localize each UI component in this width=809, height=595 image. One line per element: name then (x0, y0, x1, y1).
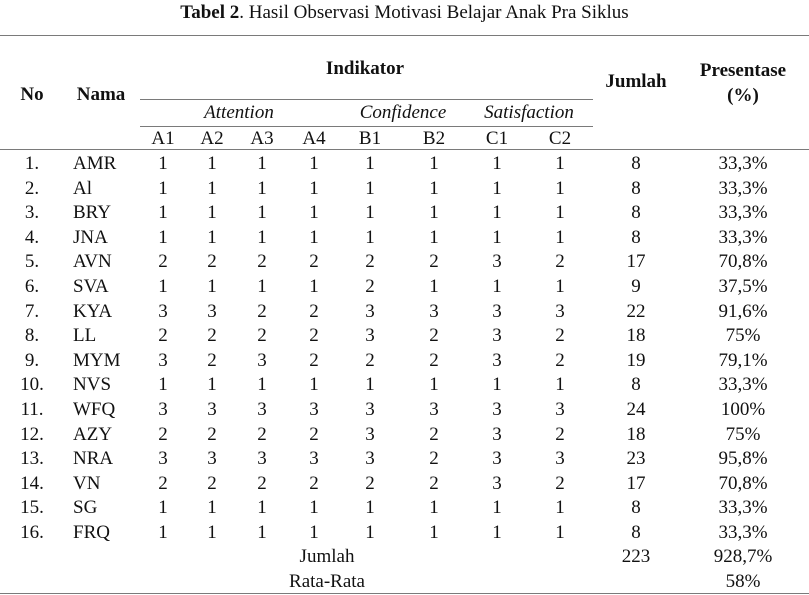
row-presentase: 33,3% (718, 177, 768, 199)
row-score-a1: 1 (158, 374, 168, 396)
header-nama: Nama (76, 84, 126, 105)
table-caption (0, 2, 809, 24)
header-indikator: Indikator (325, 58, 405, 79)
row-score-c2: 2 (555, 325, 565, 347)
row-score-b1: 2 (365, 276, 375, 297)
row-score-a4: 1 (309, 374, 319, 396)
row-score-a1: 1 (158, 497, 168, 519)
row-presentase: 33,3% (718, 153, 768, 174)
row-nama: MYM (73, 349, 121, 371)
row-score-a1: 1 (158, 276, 168, 297)
row-jumlah: 19 (626, 349, 646, 371)
row-score-a1: 1 (158, 202, 168, 224)
row-jumlah: 8 (631, 522, 641, 543)
row-score-b2: 1 (429, 276, 439, 297)
row-score-b2: 1 (429, 202, 439, 224)
row-jumlah: 8 (631, 202, 641, 224)
row-score-c2: 1 (555, 177, 565, 199)
row-score-c1: 1 (492, 374, 502, 396)
row-score-a4: 1 (309, 276, 319, 297)
row-score-a4: 3 (309, 399, 319, 420)
row-presentase: 95,8% (718, 448, 768, 470)
row-score-a3: 1 (257, 177, 267, 199)
row-score-c2: 1 (555, 226, 565, 248)
row-score-a2: 1 (207, 497, 217, 519)
row-score-a3: 2 (257, 300, 267, 322)
row-score-a1: 2 (158, 251, 168, 273)
row-no: 16. (20, 522, 44, 543)
row-score-c2: 3 (555, 448, 565, 470)
subheader-c2: C2 (548, 128, 572, 149)
row-score-b2: 2 (429, 325, 439, 347)
row-score-b1: 1 (365, 522, 375, 543)
row-score-a4: 1 (309, 202, 319, 224)
row-presentase: 70,8% (718, 472, 768, 494)
row-nama: AMR (73, 153, 117, 174)
row-score-b1: 3 (365, 423, 375, 445)
row-presentase: 75% (725, 423, 761, 445)
row-score-b2: 1 (429, 177, 439, 199)
row-score-a3: 2 (257, 423, 267, 445)
row-score-a1: 1 (158, 153, 168, 174)
row-score-a3: 1 (257, 522, 267, 543)
row-no: 8. (24, 325, 40, 347)
row-score-b1: 1 (365, 374, 375, 396)
footer-jumlah-total: 223 (621, 546, 651, 567)
row-score-b2: 2 (429, 472, 439, 494)
row-nama: NVS (73, 374, 112, 396)
row-score-b2: 3 (429, 399, 439, 420)
row-nama: NRA (73, 448, 114, 470)
row-score-c2: 2 (555, 349, 565, 371)
header-presentase: Presentase (699, 60, 787, 81)
row-presentase: 33,3% (718, 497, 768, 519)
row-score-a2: 3 (207, 448, 217, 470)
row-score-c2: 1 (555, 522, 565, 543)
row-score-c2: 1 (555, 497, 565, 519)
row-no: 5. (24, 251, 40, 273)
row-nama: WFQ (73, 399, 116, 420)
row-score-a2: 3 (207, 399, 217, 420)
row-score-c1: 3 (492, 325, 502, 347)
row-score-a4: 1 (309, 497, 319, 519)
table-top-rule (0, 35, 809, 36)
row-score-a1: 2 (158, 472, 168, 494)
row-presentase: 100% (720, 399, 766, 420)
header-jumlah: Jumlah (605, 71, 667, 92)
row-jumlah: 8 (631, 177, 641, 199)
row-score-b1: 3 (365, 300, 375, 322)
row-score-b1: 2 (365, 472, 375, 494)
row-nama: AZY (73, 423, 113, 445)
row-nama: VN (73, 472, 101, 494)
row-score-a1: 2 (158, 423, 168, 445)
row-score-a3: 3 (257, 448, 267, 470)
subheader-a1: A1 (151, 128, 175, 149)
subheader-b1: B1 (358, 128, 382, 149)
row-score-a2: 1 (207, 226, 217, 248)
row-score-a1: 1 (158, 522, 168, 543)
row-jumlah: 18 (626, 423, 646, 445)
row-no: 13. (20, 448, 44, 470)
row-no: 7. (24, 300, 40, 322)
row-score-a4: 1 (309, 522, 319, 543)
row-score-b2: 2 (429, 251, 439, 273)
row-score-a4: 2 (309, 325, 319, 347)
row-score-a3: 2 (257, 472, 267, 494)
row-score-c1: 1 (492, 226, 502, 248)
row-score-a4: 1 (309, 153, 319, 174)
row-score-b2: 1 (429, 226, 439, 248)
row-score-a4: 2 (309, 423, 319, 445)
row-presentase: 70,8% (718, 251, 768, 273)
row-score-a2: 2 (207, 251, 217, 273)
row-score-c1: 3 (492, 251, 502, 273)
row-score-c1: 1 (492, 497, 502, 519)
row-score-b2: 1 (429, 522, 439, 543)
row-nama: AVN (73, 251, 112, 273)
header-group-attention: Attention (204, 102, 274, 123)
row-presentase: 79,1% (718, 349, 768, 371)
row-jumlah: 22 (626, 300, 646, 322)
row-jumlah: 9 (631, 276, 641, 297)
row-score-a3: 1 (257, 276, 267, 297)
row-jumlah: 8 (631, 374, 641, 396)
row-score-a1: 3 (158, 399, 168, 420)
row-nama: JNA (73, 226, 108, 248)
table-caption-text: . Hasil Observasi Motivasi Belajar Anak Pra Siklus (239, 2, 629, 23)
row-score-a3: 1 (257, 226, 267, 248)
row-jumlah: 17 (626, 251, 646, 273)
row-jumlah: 18 (626, 325, 646, 347)
row-no: 1. (24, 153, 40, 174)
row-presentase: 75% (725, 325, 761, 347)
row-jumlah: 23 (626, 448, 646, 470)
header-presentase-unit: (%) (727, 85, 759, 106)
row-score-c2: 2 (555, 251, 565, 273)
row-no: 6. (24, 276, 40, 297)
row-score-a2: 1 (207, 177, 217, 199)
row-score-a3: 1 (257, 153, 267, 174)
footer-rata-label: Rata-Rata (289, 571, 365, 592)
row-score-a4: 2 (309, 349, 319, 371)
row-score-b2: 3 (429, 300, 439, 322)
table-caption-label: Tabel 2 (180, 2, 240, 23)
row-presentase: 91,6% (718, 300, 768, 322)
indikator-rule (140, 99, 593, 100)
row-score-c1: 3 (492, 399, 502, 420)
row-nama: LL (73, 325, 97, 347)
row-score-b1: 1 (365, 497, 375, 519)
row-score-a4: 3 (309, 448, 319, 470)
row-score-a1: 1 (158, 226, 168, 248)
row-score-c2: 2 (555, 423, 565, 445)
row-presentase: 33,3% (718, 202, 768, 224)
row-score-c2: 3 (555, 399, 565, 420)
row-score-a2: 2 (207, 423, 217, 445)
header-group-satisfaction: Satisfaction (484, 102, 574, 123)
row-score-b2: 1 (429, 153, 439, 174)
row-score-b1: 1 (365, 153, 375, 174)
row-nama: KYA (73, 300, 113, 322)
row-score-c1: 1 (492, 177, 502, 199)
row-score-c2: 3 (555, 300, 565, 322)
row-jumlah: 24 (626, 399, 646, 420)
footer-jumlah-presentase: 928,7% (713, 546, 773, 567)
row-score-c2: 1 (555, 202, 565, 224)
row-score-a3: 2 (257, 251, 267, 273)
row-score-a4: 2 (309, 472, 319, 494)
row-score-a4: 2 (309, 251, 319, 273)
row-no: 2. (24, 177, 40, 199)
row-score-a2: 2 (207, 349, 217, 371)
row-jumlah: 8 (631, 226, 641, 248)
row-no: 4. (24, 226, 40, 248)
row-score-b2: 1 (429, 374, 439, 396)
row-score-a1: 3 (158, 448, 168, 470)
row-no: 3. (24, 202, 40, 224)
row-score-a4: 2 (309, 300, 319, 322)
row-score-c2: 1 (555, 374, 565, 396)
row-score-a2: 1 (207, 153, 217, 174)
row-score-a4: 1 (309, 226, 319, 248)
row-score-a3: 3 (257, 399, 267, 420)
row-score-c2: 2 (555, 472, 565, 494)
row-score-b2: 2 (429, 423, 439, 445)
row-nama: SG (73, 497, 98, 519)
row-jumlah: 17 (626, 472, 646, 494)
subheader-b2: B2 (422, 128, 446, 149)
row-score-a2: 1 (207, 522, 217, 543)
row-score-a3: 1 (257, 202, 267, 224)
row-score-c1: 1 (492, 202, 502, 224)
footer-rata-presentase: 58% (725, 571, 761, 592)
row-no: 9. (24, 349, 40, 371)
row-score-b1: 3 (365, 448, 375, 470)
subheader-a3: A3 (250, 128, 274, 149)
row-score-c1: 3 (492, 448, 502, 470)
row-nama: SVA (73, 276, 109, 297)
row-jumlah: 8 (631, 153, 641, 174)
row-score-a3: 3 (257, 349, 267, 371)
header-group-confidence: Confidence (359, 102, 447, 123)
row-presentase: 33,3% (718, 522, 768, 543)
row-nama: Al (73, 177, 92, 199)
row-score-a2: 1 (207, 276, 217, 297)
row-score-b1: 1 (365, 177, 375, 199)
row-score-a2: 2 (207, 472, 217, 494)
row-presentase: 33,3% (718, 226, 768, 248)
row-no: 10. (20, 374, 44, 396)
row-score-c2: 1 (555, 153, 565, 174)
subheader-a2: A2 (200, 128, 224, 149)
row-score-a3: 1 (257, 497, 267, 519)
header-bottom-rule (0, 149, 809, 150)
header-no: No (20, 84, 44, 105)
row-score-b2: 2 (429, 448, 439, 470)
row-score-a2: 2 (207, 325, 217, 347)
footer-jumlah-label: Jumlah (299, 546, 355, 567)
row-no: 14. (20, 472, 44, 494)
row-score-c1: 1 (492, 153, 502, 174)
row-score-a1: 3 (158, 349, 168, 371)
row-score-a3: 1 (257, 374, 267, 396)
row-score-c1: 1 (492, 276, 502, 297)
row-score-b1: 2 (365, 349, 375, 371)
row-score-b1: 2 (365, 251, 375, 273)
row-no: 12. (20, 423, 44, 445)
row-score-b1: 1 (365, 202, 375, 224)
row-nama: BRY (73, 202, 112, 224)
row-jumlah: 8 (631, 497, 641, 519)
row-score-a1: 1 (158, 177, 168, 199)
row-score-b2: 2 (429, 349, 439, 371)
row-score-c1: 3 (492, 423, 502, 445)
row-score-c2: 1 (555, 276, 565, 297)
row-presentase: 37,5% (718, 276, 768, 297)
row-score-a2: 1 (207, 202, 217, 224)
subheader-c1: C1 (485, 128, 509, 149)
row-score-a1: 2 (158, 325, 168, 347)
row-score-b1: 3 (365, 325, 375, 347)
row-score-a1: 3 (158, 300, 168, 322)
row-score-b1: 3 (365, 399, 375, 420)
row-score-a2: 1 (207, 374, 217, 396)
row-score-c1: 3 (492, 472, 502, 494)
row-nama: FRQ (73, 522, 110, 543)
row-score-c1: 3 (492, 349, 502, 371)
row-no: 15. (20, 497, 44, 519)
row-score-c1: 3 (492, 300, 502, 322)
row-presentase: 33,3% (718, 374, 768, 396)
row-score-b2: 1 (429, 497, 439, 519)
row-no: 11. (20, 399, 44, 420)
table-bottom-rule (0, 593, 809, 594)
subheader-a4: A4 (302, 128, 326, 149)
row-score-a3: 2 (257, 325, 267, 347)
row-score-b1: 1 (365, 226, 375, 248)
row-score-a2: 3 (207, 300, 217, 322)
row-score-a4: 1 (309, 177, 319, 199)
row-score-c1: 1 (492, 522, 502, 543)
